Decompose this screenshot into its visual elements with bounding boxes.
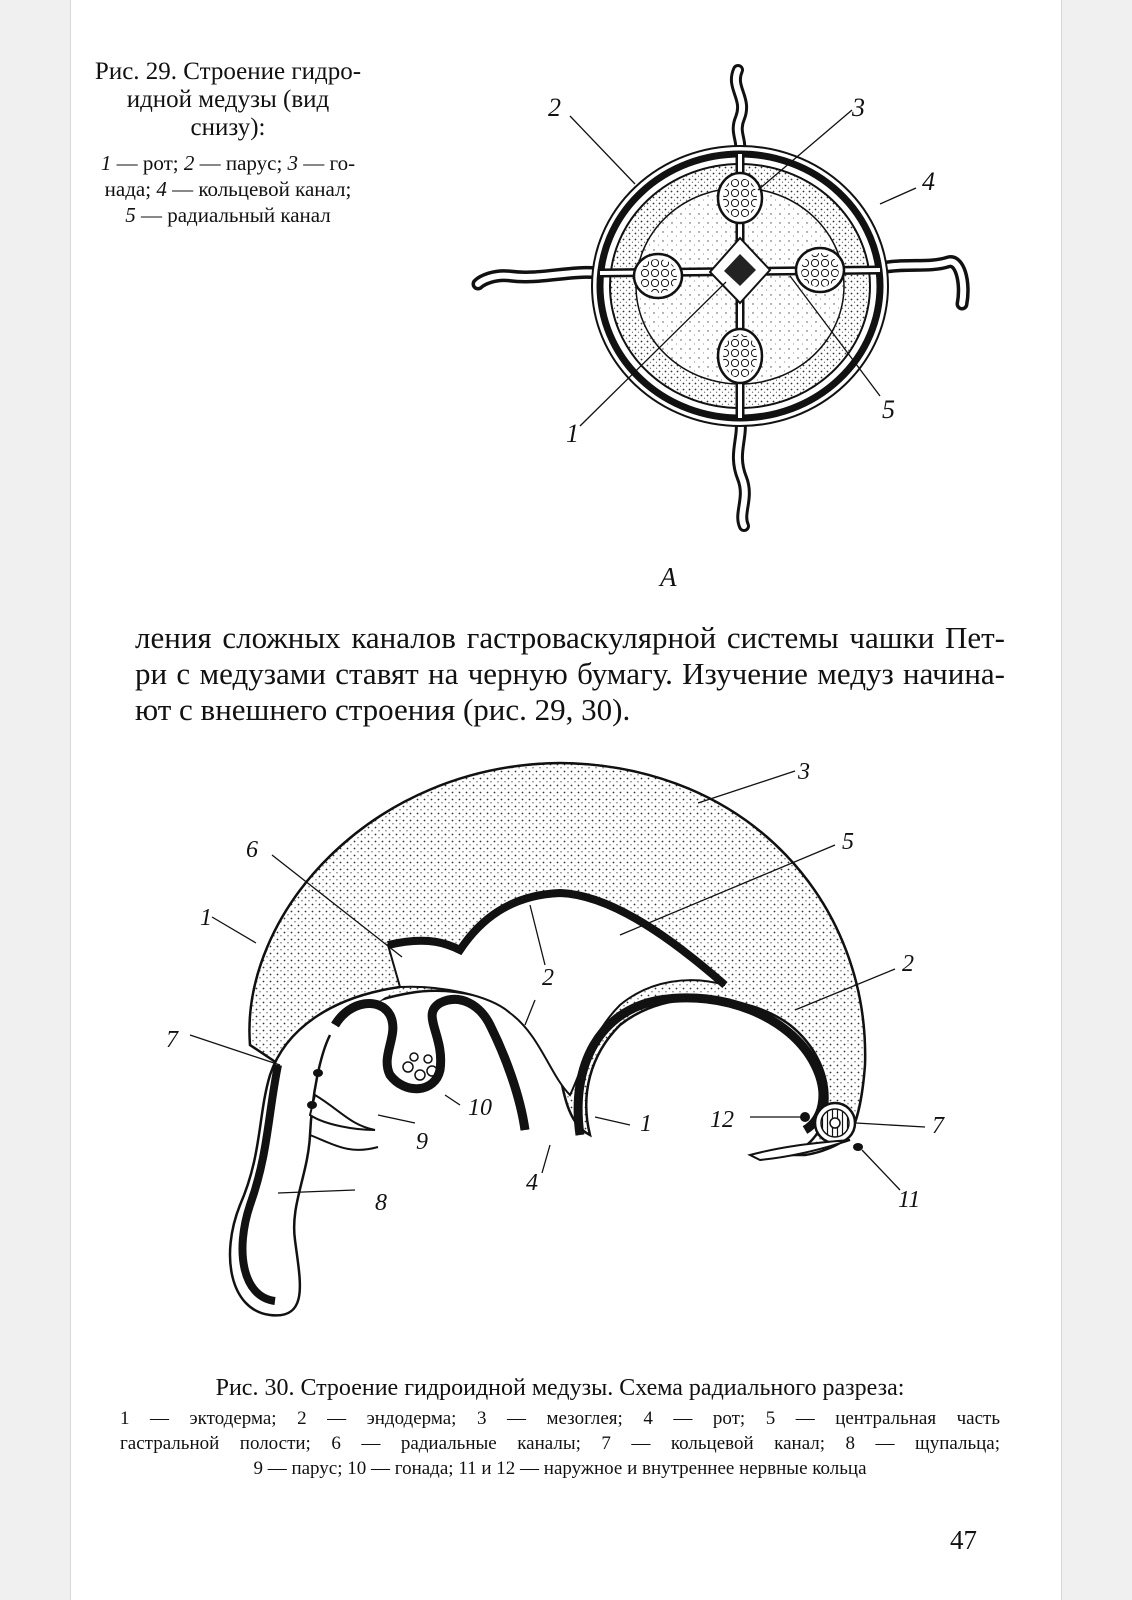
figure-29-legend — [78, 150, 378, 228]
fig29-label-2: 2 — [548, 93, 561, 122]
fig30-label-10: 10 — [468, 1095, 492, 1121]
legend-line: 1 — рот; 2 — парус; 3 — го- — [100, 151, 356, 175]
caption-line: Рис. 29. Строение гидро- — [94, 58, 362, 85]
fig30-label-2-right: 2 — [902, 951, 914, 977]
body-line: ри с медузами ставят на черную бумагу. Изучение медуз начина- — [135, 656, 1005, 691]
fig30-label-1-right: 1 — [640, 1111, 652, 1137]
fig29-label-3: 3 — [852, 93, 865, 122]
fig30-label-6: 6 — [246, 837, 258, 863]
fig29-label-4: 4 — [922, 167, 935, 196]
body-line: ления сложных каналов гастроваскулярной системы чашки Пет- — [135, 620, 1005, 655]
fig30-label-3: 3 — [798, 759, 810, 785]
legend-line: 9 — парус; 10 — гонада; 11 и 12 — наружное и внутреннее нервные кольца — [253, 1458, 867, 1479]
body-line: ют с внешнего строения (рис. 29, 30). — [135, 692, 631, 727]
figure-30-legend — [120, 1406, 1000, 1481]
fig30-label-5: 5 — [842, 829, 854, 855]
fig30-label-12: 12 — [710, 1107, 734, 1133]
body-paragraph — [135, 620, 1005, 728]
fig29-label-5: 5 — [882, 395, 895, 424]
legend-line: гастральной полости; 6 — радиальные каналы; 7 — кольцевой канал; 8 — щупальца; — [120, 1433, 1000, 1454]
legend-line: нада; 4 — кольцевой канал; — [104, 177, 352, 201]
legend-line: 5 — радиальный канал — [125, 203, 331, 227]
figure-30-title: Рис. 30. Строение гидроидной медузы. Схема радиального разреза: — [215, 1375, 905, 1401]
fig30-label-7-right: 7 — [932, 1113, 944, 1139]
legend-line: 1 — эктодерма; 2 — эндодерма; 3 — мезоглея; 4 — рот; 5 — центральная часть — [120, 1408, 1000, 1429]
fig30-label-11: 11 — [898, 1187, 921, 1213]
figure-29-letter: А — [660, 562, 677, 592]
figure-29-caption — [78, 58, 378, 228]
fig29-label-1: 1 — [566, 419, 579, 448]
fig30-label-8: 8 — [375, 1190, 387, 1216]
figure-30-caption — [120, 1372, 1000, 1481]
fig30-label-4: 4 — [526, 1170, 538, 1196]
fig30-label-9: 9 — [416, 1129, 428, 1155]
figure-29-medusa-bottom-view — [400, 58, 990, 558]
figure-30-radial-section — [150, 735, 980, 1345]
caption-line: снизу): — [190, 114, 266, 141]
page-number: 47 — [950, 1525, 977, 1555]
fig30-label-1-left: 1 — [200, 905, 212, 931]
fig30-label-2-center: 2 — [542, 965, 554, 991]
fig30-label-7-left: 7 — [166, 1027, 178, 1053]
caption-line: идной медузы (вид — [126, 86, 330, 113]
